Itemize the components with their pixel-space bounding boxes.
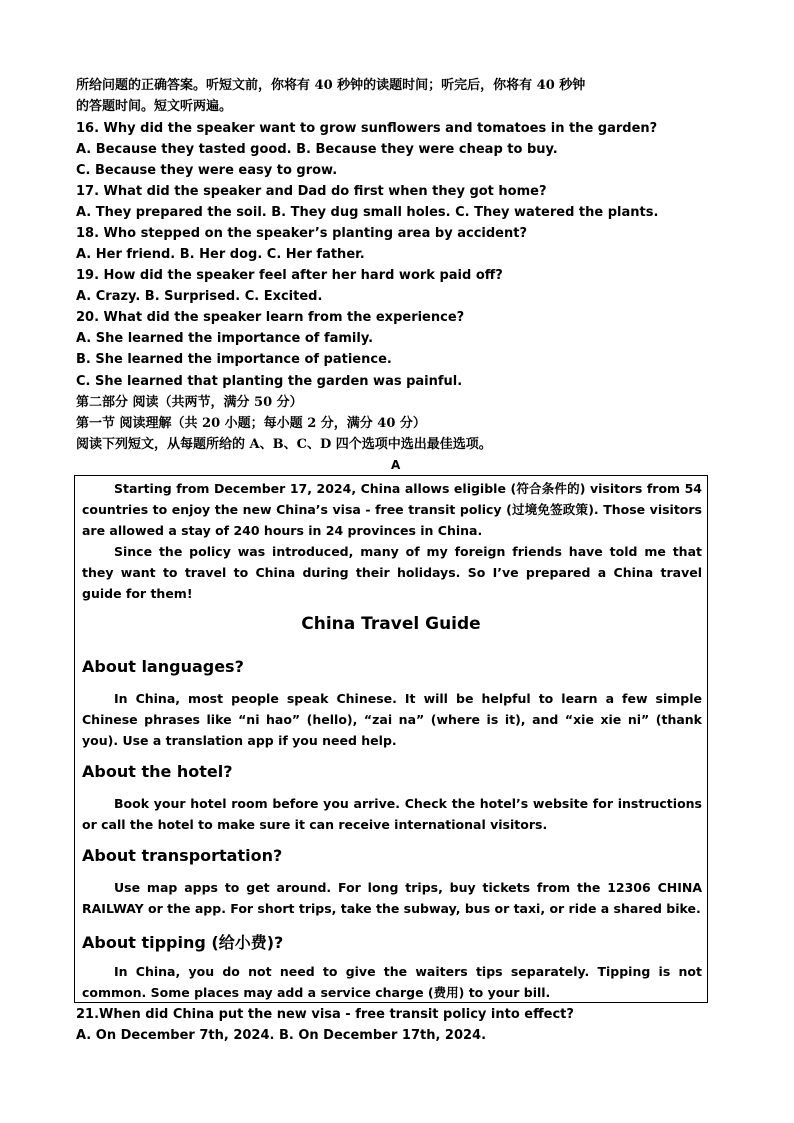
question-17-options: A. They prepared the soil. B. They dug small holes. C. They watered the plants.	[76, 205, 659, 220]
paragraph-tipping-text: In China, you do not need to give the waiters tips separately. Tipping is not common. Some places may add a service charge (费用) to your bill.	[82, 964, 702, 1000]
question-18: 18. Who stepped on the speaker’s planting area by accident?	[76, 226, 527, 241]
question-16: 16. Why did the speaker want to grow sunflowers and tomatoes in the garden?	[76, 121, 658, 136]
passage-paragraph-2	[82, 541, 702, 604]
paragraph-hotel	[82, 793, 702, 835]
reading-section-title: 第一节 阅读理解（共 20 小题；每小题 2 分，满分 40 分）	[76, 416, 426, 431]
question-21: 21.When did China put the new visa - free transit policy into effect?	[76, 1007, 574, 1022]
question-17: 17. What did the speaker and Dad do first when they got home?	[76, 184, 547, 199]
question-20-option-b: B. She learned the importance of patience.	[76, 352, 392, 367]
question-16-option-c: C. Because they were easy to grow.	[76, 163, 338, 178]
passage-paragraph-1-text: Starting from December 17, 2024, China allows eligible (符合条件的) visitors from 54 countries to enjoy the new China’s visa - free transit policy (过境免签政策). Those visitors are allowed a stay of 240 hours in 24 provinces in China.	[82, 481, 702, 538]
passage-paragraph-1	[82, 478, 702, 541]
question-20-option-a: A. She learned the importance of family.	[76, 331, 374, 346]
paragraph-languages	[82, 688, 702, 751]
guide-title: China Travel Guide	[301, 614, 481, 634]
paragraph-tipping	[82, 961, 702, 1003]
heading-hotel: About the hotel?	[82, 762, 233, 781]
reading-instruction: 阅读下列短文，从每题所给的 A、B、C、D 四个选项中选出最佳选项。	[76, 437, 492, 452]
heading-transportation: About transportation?	[82, 846, 283, 865]
reading-part-title: 第二部分 阅读（共两节，满分 50 分）	[76, 395, 303, 410]
question-21-options: A. On December 7th, 2024. B. On December 17th, 2024.	[76, 1028, 487, 1043]
question-16-options-ab: A. Because they tasted good. B. Because they were cheap to buy.	[76, 142, 558, 157]
heading-languages: About languages?	[82, 657, 244, 676]
paragraph-hotel-text: Book your hotel room before you arrive. Check the hotel’s website for instructions or call the hotel to make sure it can receive international visitors.	[82, 796, 702, 832]
question-20-option-c: C. She learned that planting the garden was painful.	[76, 374, 463, 389]
paragraph-languages-text: In China, most people speak Chinese. It will be helpful to learn a few simple Chinese phrases like “ni hao” (hello), “zai na” (where is it), and “xie xie ni” (thank you). Use a translation app if you need help.	[82, 691, 702, 748]
heading-tipping: About tipping (给小费)?	[82, 933, 284, 952]
listening-intro-line1: 所给问题的正确答案。听短文前，你将有 40 秒钟的读题时间；听完后，你将有 40 秒钟	[76, 78, 586, 93]
listening-intro-line2: 的答题时间。短文听两遍。	[76, 99, 233, 114]
question-18-options: A. Her friend. B. Her dog. C. Her father.	[76, 247, 365, 262]
question-20: 20. What did the speaker learn from the experience?	[76, 310, 465, 325]
passage-label: A	[391, 458, 401, 472]
paragraph-transportation	[82, 877, 702, 919]
question-19-options: A. Crazy. B. Surprised. C. Excited.	[76, 289, 323, 304]
question-19: 19. How did the speaker feel after her hard work paid off?	[76, 268, 503, 283]
passage-paragraph-2-text: Since the policy was introduced, many of my foreign friends have told me that they want to travel to China during their holidays. So I’ve prepared a China travel guide for them!	[82, 544, 702, 601]
paragraph-transportation-text: Use map apps to get around. For long trips, buy tickets from the 12306 CHINA RAILWAY or the app. For short trips, take the subway, bus or taxi, or ride a shared bike.	[82, 880, 702, 916]
